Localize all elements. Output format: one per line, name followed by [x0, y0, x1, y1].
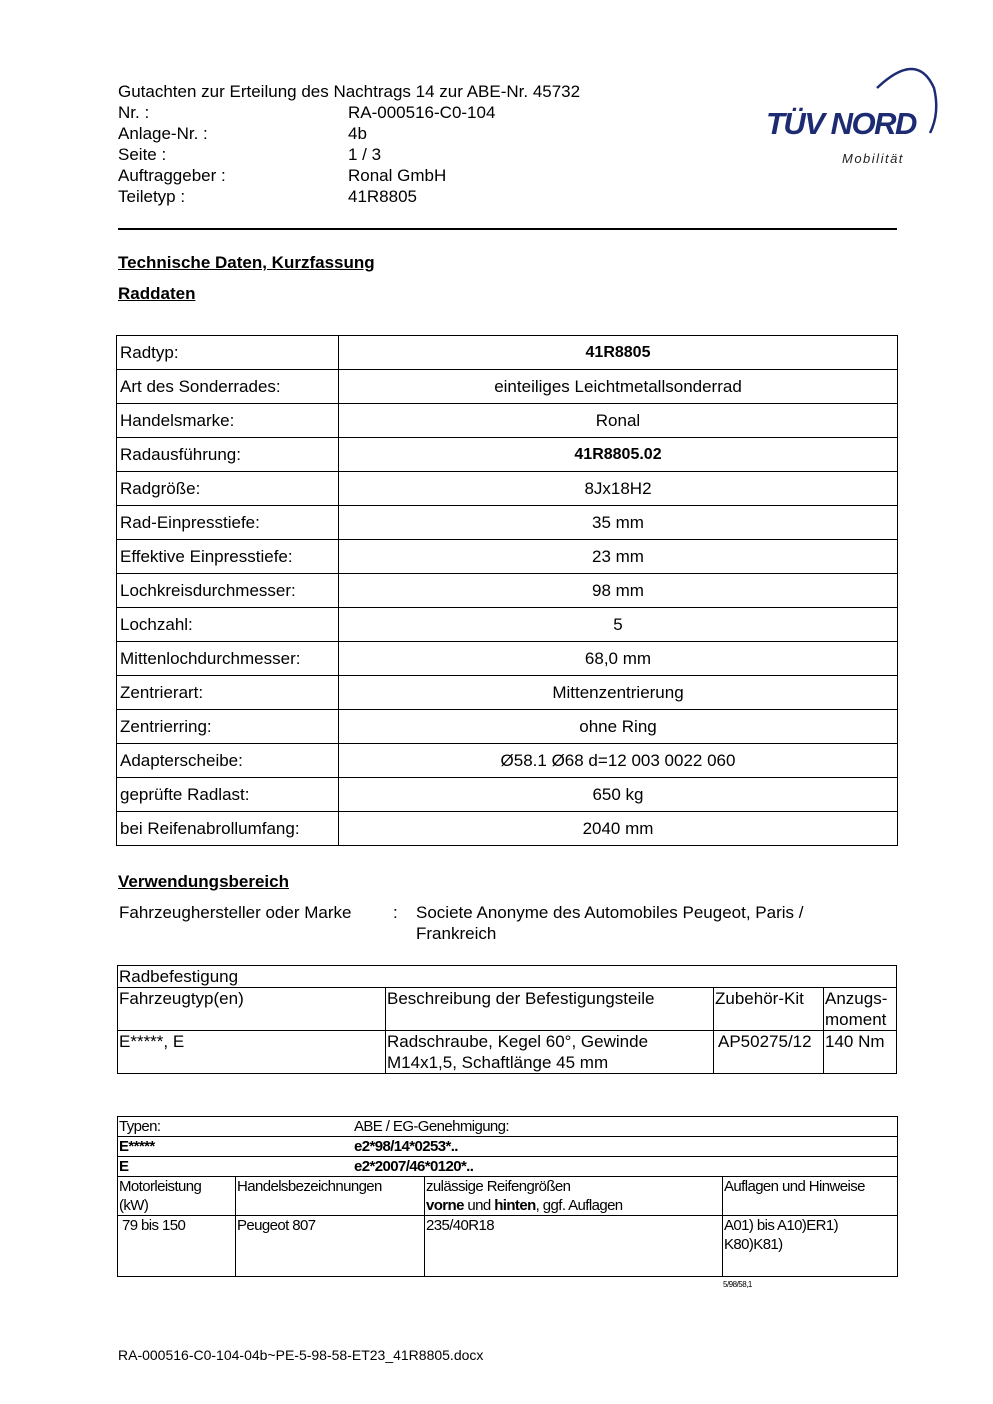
raddaten-key: Zentrierring: — [117, 710, 339, 744]
raddaten-key: Handelsmarke: — [117, 404, 339, 438]
header-row — [118, 165, 580, 186]
logo-brand: TÜV NORD — [766, 106, 916, 141]
header-key: Teiletyp : — [118, 187, 186, 206]
raddaten-row — [117, 506, 898, 540]
col-header: Zubehör-Kit — [714, 988, 824, 1031]
raddaten-key: Lochkreisdurchmesser: — [117, 574, 339, 608]
cell-auflagen — [723, 1216, 898, 1277]
raddaten-row — [117, 438, 898, 472]
auflagen-line: A01) bis A10)ER1) — [724, 1217, 839, 1234]
typen-row — [118, 1137, 898, 1157]
typen-table — [117, 1116, 898, 1277]
befestigung-title: Radbefestigung — [118, 966, 897, 988]
header-row — [118, 144, 580, 165]
befestigung-table — [117, 965, 897, 1074]
raddaten-key: geprüfte Radlast: — [117, 778, 339, 812]
raddaten-row — [117, 744, 898, 778]
header-value: 1 / 3 — [348, 145, 382, 164]
col-header-line — [426, 1196, 721, 1215]
header-row — [118, 123, 580, 144]
abe-label: ABE / EG-Genehmigung: — [354, 1118, 509, 1135]
raddaten-value: 5 — [339, 608, 898, 642]
col-header — [118, 1177, 236, 1216]
raddaten-key: Lochzahl: — [117, 608, 339, 642]
raddaten-key: Radausführung: — [117, 438, 339, 472]
header-key: Auftraggeber : — [118, 166, 226, 185]
header-value: RA-000516-C0-104 — [348, 103, 496, 122]
col-header — [425, 1177, 723, 1216]
desc-line: Radschraube, Kegel 60°, Gewinde — [387, 1032, 649, 1051]
cell-typ: E*****, E — [118, 1031, 386, 1074]
raddaten-value: Mittenzentrierung — [339, 676, 898, 710]
manufacturer-value — [416, 902, 856, 944]
raddaten-row — [117, 540, 898, 574]
raddaten-row — [117, 608, 898, 642]
header-divider — [118, 228, 897, 230]
raddaten-row — [117, 574, 898, 608]
typen-label: Typen: — [119, 1118, 161, 1135]
raddaten-value: 41R8805 — [339, 336, 898, 370]
raddaten-row — [117, 642, 898, 676]
col-header-line: Motorleistung — [119, 1178, 202, 1195]
raddaten-row — [117, 778, 898, 812]
header-value: 41R8805 — [348, 187, 418, 206]
raddaten-row — [117, 370, 898, 404]
rest-text: , ggf. Auflagen — [535, 1197, 623, 1214]
abe-value: e2*98/14*0253*.. — [354, 1138, 458, 1155]
typen-row — [118, 1157, 898, 1177]
header-key: Seite : — [118, 145, 167, 164]
typ-value: E***** — [119, 1138, 155, 1155]
raddaten-row — [117, 710, 898, 744]
raddaten-row — [117, 404, 898, 438]
col-header: Fahrzeugtyp(en) — [118, 988, 386, 1031]
raddaten-value: ohne Ring — [339, 710, 898, 744]
col-header: Handelsbezeichnungen — [236, 1177, 425, 1216]
und-text: und — [463, 1197, 495, 1214]
header-key: Anlage-Nr. : — [118, 124, 208, 143]
manufacturer-label: Fahrzeughersteller oder Marke — [119, 903, 352, 922]
raddaten-key: Radgröße: — [117, 472, 339, 506]
typ-value: E — [119, 1158, 129, 1175]
raddaten-value: Ronal — [339, 404, 898, 438]
col-header: Beschreibung der Befestigungsteile — [386, 988, 714, 1031]
header-title: Gutachten zur Erteilung des Nachtrags 14 zur ABE-Nr. 45732 — [118, 82, 581, 101]
header-value: Ronal GmbH — [348, 166, 447, 185]
abe-value: e2*2007/46*0120*.. — [354, 1158, 474, 1175]
cell-moment: 140 Nm — [824, 1031, 897, 1074]
raddaten-value: 35 mm — [339, 506, 898, 540]
document-header — [118, 81, 580, 207]
raddaten-key: Rad-Einpresstiefe: — [117, 506, 339, 540]
raddaten-heading: Raddaten — [118, 284, 196, 303]
cell-motor: 79 bis 150 — [118, 1216, 236, 1277]
manufacturer-line: Societe Anonyme des Automobiles Peugeot, Paris / — [416, 903, 804, 922]
cell-desc — [386, 1031, 714, 1074]
desc-line: M14x1,5, Schaftlänge 45 mm — [387, 1053, 609, 1072]
raddaten-value: 8Jx18H2 — [339, 472, 898, 506]
col-header — [824, 988, 897, 1031]
header-key: Nr. : — [118, 103, 150, 122]
raddaten-key: Zentrierart: — [117, 676, 339, 710]
header-value: 4b — [348, 124, 367, 143]
hinten-text: hinten — [494, 1197, 536, 1214]
col-header-line: zulässige Reifengrößen — [426, 1178, 571, 1195]
raddaten-key: Radtyp: — [117, 336, 339, 370]
table-row — [118, 1216, 898, 1277]
header-row — [118, 102, 580, 123]
raddaten-value: 23 mm — [339, 540, 898, 574]
cell-reifen: 235/40R18 — [425, 1216, 723, 1277]
raddaten-row — [117, 472, 898, 506]
col-header: Auflagen und Hinweise — [723, 1177, 898, 1216]
col-header-line: (kW) — [119, 1197, 149, 1214]
col-header-line: moment — [825, 1010, 887, 1029]
raddaten-row — [117, 676, 898, 710]
vorne-text: vorne — [426, 1197, 464, 1214]
table-row — [118, 1031, 897, 1074]
cell-kit: AP50275/12 — [714, 1031, 824, 1074]
raddaten-value: Ø58.1 Ø68 d=12 003 0022 060 — [339, 744, 898, 778]
auflagen-line: K80)K81) — [724, 1236, 783, 1253]
raddaten-row — [117, 812, 898, 846]
raddaten-value: 2040 mm — [339, 812, 898, 846]
tiny-note: 5/98/58,1 — [723, 1280, 752, 1289]
raddaten-key: bei Reifenabrollumfang: — [117, 812, 339, 846]
colon: : — [393, 903, 398, 922]
footer-filename: RA-000516-C0-104-04b~PE-5-98-58-ET23_41R8805.docx — [118, 1347, 484, 1363]
typen-label-row — [118, 1117, 898, 1137]
raddaten-value: 98 mm — [339, 574, 898, 608]
raddaten-key: Art des Sonderrades: — [117, 370, 339, 404]
raddaten-table — [116, 335, 898, 846]
col-header-line: Anzugs- — [825, 989, 888, 1008]
section-title: Technische Daten, Kurzfassung — [118, 253, 375, 272]
header-row — [118, 186, 580, 207]
raddaten-key: Adapterscheibe: — [117, 744, 339, 778]
raddaten-key: Effektive Einpresstiefe: — [117, 540, 339, 574]
raddaten-key: Mittenlochdurchmesser: — [117, 642, 339, 676]
raddaten-value: 41R8805.02 — [339, 438, 898, 472]
verwendung-heading: Verwendungsbereich — [118, 872, 289, 891]
manufacturer-line: Frankreich — [416, 924, 497, 943]
raddaten-value: 68,0 mm — [339, 642, 898, 676]
logo-subtitle: Mobilität — [842, 151, 904, 166]
raddaten-value: einteiliges Leichtmetallsonderrad — [339, 370, 898, 404]
raddaten-value: 650 kg — [339, 778, 898, 812]
raddaten-row — [117, 336, 898, 370]
tuev-nord-logo — [762, 58, 942, 173]
cell-handel: Peugeot 807 — [236, 1216, 425, 1277]
